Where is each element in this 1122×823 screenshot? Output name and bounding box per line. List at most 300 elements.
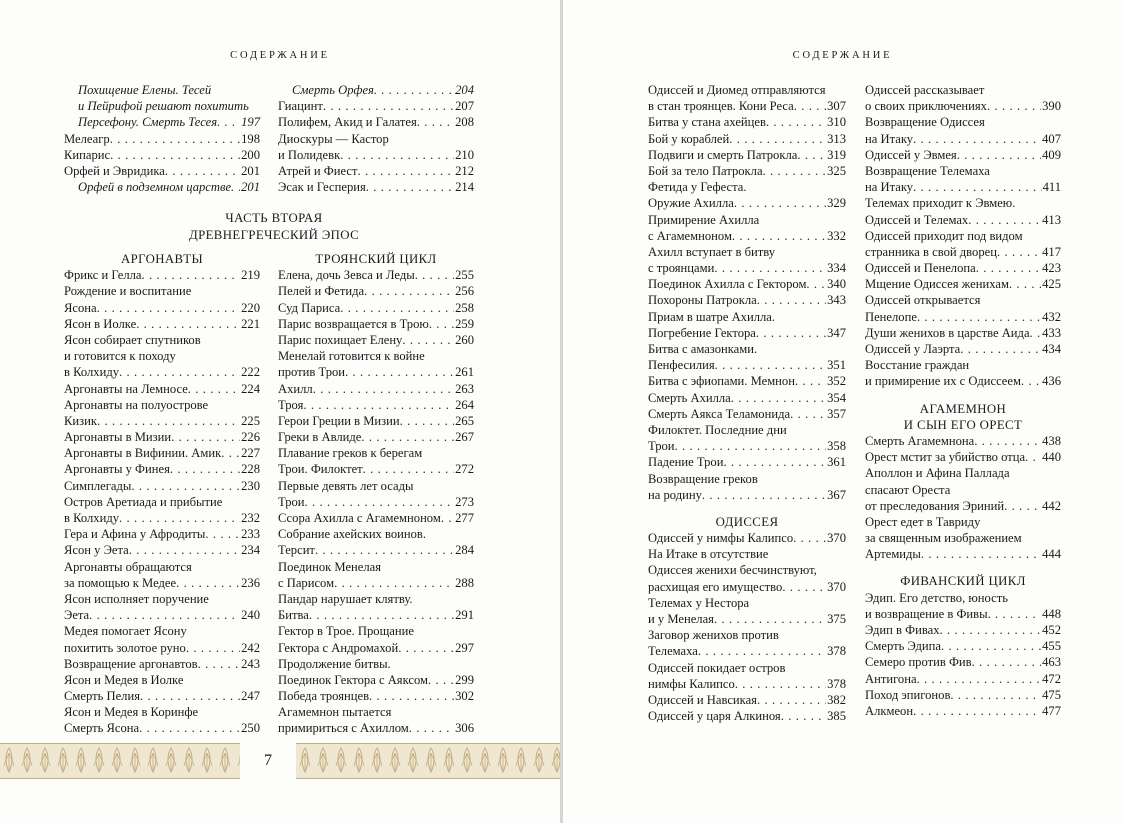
toc-entry[interactable] — [278, 332, 474, 348]
toc-entry-page: 240 — [241, 608, 260, 623]
toc-entry[interactable] — [648, 660, 846, 676]
toc-entry[interactable] — [865, 98, 1061, 114]
toc-entry-page: 444 — [1042, 547, 1061, 562]
toc-entry[interactable] — [64, 720, 260, 736]
toc-entry[interactable] — [865, 622, 1061, 638]
toc-entry-page: 201 — [241, 180, 260, 195]
toc-entry[interactable] — [865, 276, 1061, 292]
toc-entry[interactable] — [648, 114, 846, 130]
section-heading — [865, 401, 1061, 417]
dot-leader — [732, 228, 826, 244]
toc-entry[interactable] — [64, 131, 260, 147]
dot-leader — [941, 638, 1041, 654]
section-heading-text: АГАМЕМНОН — [919, 401, 1007, 416]
toc-entry[interactable] — [865, 341, 1061, 357]
toc-entry-page: 351 — [827, 358, 846, 373]
toc-entry-page: 329 — [827, 196, 846, 211]
toc-entry-page: 272 — [455, 462, 474, 477]
toc-entry-page: 267 — [455, 430, 474, 445]
toc-entry-page: 343 — [827, 293, 846, 308]
toc-entry-page: 230 — [241, 478, 260, 493]
toc-entry-title: Орфей и Эвридика — [64, 163, 165, 178]
toc-entry[interactable] — [648, 692, 846, 708]
toc-entry-page: 413 — [1042, 212, 1061, 227]
toc-entry-title: Орест едет в Тавриду — [865, 514, 981, 529]
dot-leader — [940, 622, 1042, 638]
toc-entry-title: Филоктет. Последние дни — [648, 422, 787, 437]
toc-entry-title: Поход эпигонов — [865, 687, 951, 702]
toc-entry[interactable] — [278, 114, 474, 130]
toc-entry[interactable] — [648, 627, 846, 643]
toc-entry[interactable] — [648, 147, 846, 163]
toc-entry-title: Приам в шатре Ахилла. — [648, 309, 776, 324]
toc-entry[interactable] — [648, 454, 846, 470]
toc-column — [648, 82, 846, 724]
toc-entry[interactable] — [278, 542, 474, 558]
toc-entry-title: Парис похищает Елену — [278, 332, 403, 347]
dot-leader — [374, 82, 454, 98]
toc-entry[interactable] — [865, 373, 1061, 389]
toc-entry-title: Битва у стана ахейцев — [648, 115, 766, 130]
toc-entry[interactable] — [278, 397, 474, 413]
toc-entry[interactable] — [64, 656, 260, 672]
toc-entry[interactable] — [278, 640, 474, 656]
toc-entry[interactable] — [64, 591, 260, 607]
toc-entry-page: 442 — [1042, 498, 1061, 513]
toc-entry[interactable] — [64, 316, 260, 332]
toc-entry[interactable] — [278, 461, 474, 477]
toc-entry[interactable] — [278, 413, 474, 429]
toc-entry[interactable] — [278, 163, 474, 179]
toc-entry[interactable] — [64, 494, 260, 510]
toc-entry[interactable] — [648, 228, 846, 244]
toc-entry-title: Гектор в Трое. Прощание — [278, 624, 414, 639]
toc-entry-title: Терсит — [278, 543, 315, 558]
dot-leader — [323, 98, 454, 114]
toc-entry-page: 224 — [241, 381, 260, 396]
toc-entry-title: Одиссей у царя Алкиноя — [648, 709, 781, 724]
toc-entry[interactable] — [865, 292, 1061, 308]
toc-column — [64, 82, 260, 195]
toc-entry[interactable] — [64, 179, 260, 195]
toc-entry-page: 340 — [827, 277, 846, 292]
toc-column — [278, 82, 474, 195]
toc-entry-title: Падение Трои — [648, 455, 724, 470]
toc-entry-page: 352 — [827, 374, 846, 389]
toc-entry[interactable] — [64, 526, 260, 542]
toc-entry[interactable] — [648, 373, 846, 389]
toc-entry-page: 243 — [241, 656, 260, 671]
toc-entry[interactable] — [648, 244, 846, 260]
right-page — [563, 0, 1122, 823]
toc-entry[interactable] — [865, 703, 1061, 719]
toc-entry[interactable] — [865, 514, 1061, 530]
toc-entry-page: 288 — [455, 575, 474, 590]
toc-entry[interactable] — [278, 478, 474, 494]
toc-entry[interactable] — [278, 510, 474, 526]
toc-entry-title: и готовится к походу — [64, 349, 176, 364]
toc-entry[interactable] — [64, 114, 260, 130]
toc-entry[interactable] — [865, 114, 1061, 130]
dot-leader — [763, 163, 827, 179]
toc-entry-page: 452 — [1042, 623, 1061, 637]
toc-entry-page: 225 — [241, 413, 260, 428]
toc-entry-title: и возвращение в Фивы — [865, 606, 988, 621]
toc-entry[interactable] — [865, 671, 1061, 687]
toc-entry-title: за священным изображением — [865, 531, 1022, 546]
toc-entry[interactable] — [865, 638, 1061, 654]
dot-leader — [345, 364, 454, 380]
toc-entry[interactable] — [278, 704, 474, 720]
section-heading — [278, 251, 474, 267]
toc-entry[interactable] — [64, 267, 260, 283]
toc-entry[interactable] — [865, 147, 1061, 163]
toc-entry-page: 201 — [241, 163, 260, 178]
toc-entry-page: 297 — [455, 640, 474, 655]
toc-entry[interactable] — [648, 357, 846, 373]
dot-leader — [723, 454, 826, 470]
toc-entry[interactable] — [865, 309, 1061, 325]
toc-entry-title: Рождение и воспитание — [64, 284, 192, 299]
toc-entry-title: Артемиды — [865, 547, 921, 562]
toc-entry-title: Возвращение греков — [648, 471, 758, 486]
toc-entry-title: Парис возвращается в Трою — [278, 316, 429, 331]
toc-entry-title: Ясона — [64, 300, 97, 315]
section-heading — [865, 417, 1061, 433]
toc-entry[interactable] — [865, 82, 1061, 98]
dot-leader — [675, 438, 827, 454]
toc-entry[interactable] — [64, 640, 260, 656]
toc-entry[interactable] — [648, 98, 846, 114]
toc-entry[interactable] — [865, 260, 1061, 276]
toc-entry[interactable] — [64, 704, 260, 720]
toc-entry[interactable] — [648, 562, 846, 578]
toc-entry[interactable] — [278, 348, 474, 364]
dot-leader — [794, 98, 826, 114]
dot-leader — [797, 147, 826, 163]
toc-entry[interactable] — [64, 429, 260, 445]
toc-entry[interactable] — [865, 195, 1061, 211]
toc-entry-page: 212 — [455, 163, 474, 178]
toc-entry[interactable] — [865, 687, 1061, 703]
toc-entry-page: 411 — [1042, 180, 1061, 195]
toc-entry-page: 221 — [241, 316, 260, 331]
dot-leader — [398, 640, 454, 656]
toc-entry[interactable] — [64, 98, 260, 114]
toc-entry[interactable] — [64, 688, 260, 704]
toc-entry[interactable] — [865, 228, 1061, 244]
toc-entry[interactable] — [648, 212, 846, 228]
dot-leader — [97, 300, 240, 316]
dot-leader — [795, 373, 826, 389]
toc-entry-title: Плавание греков к берегам — [278, 446, 423, 461]
section-heading-text: ФИВАНСКИЙ ЦИКЛ — [900, 574, 1026, 589]
toc-entry-page: 378 — [827, 676, 846, 691]
toc-entry-title: Атрей и Фиест — [278, 163, 358, 178]
toc-entry-title: Пелей и Фетида — [278, 284, 365, 299]
toc-entry[interactable] — [648, 309, 846, 325]
toc-entry-page: 273 — [455, 494, 474, 509]
dot-leader — [1009, 276, 1041, 292]
toc-entry[interactable] — [64, 559, 260, 575]
toc-entry[interactable] — [64, 348, 260, 364]
toc-entry[interactable] — [865, 179, 1061, 195]
toc-entry[interactable] — [64, 364, 260, 380]
toc-entry[interactable] — [865, 449, 1061, 465]
toc-entry[interactable] — [648, 82, 846, 98]
dot-leader — [702, 487, 826, 503]
toc-entry[interactable] — [648, 179, 846, 195]
toc-entry-title: примириться с Ахиллом — [278, 721, 409, 736]
dot-leader — [757, 692, 826, 708]
toc-entry[interactable] — [278, 316, 474, 332]
toc-entry[interactable] — [865, 498, 1061, 514]
toc-entry[interactable] — [64, 461, 260, 477]
dot-leader — [340, 300, 454, 316]
toc-entry-page: 455 — [1042, 639, 1061, 654]
toc-entry[interactable] — [648, 546, 846, 562]
toc-entry[interactable] — [64, 397, 260, 413]
toc-entry[interactable] — [865, 465, 1061, 481]
dot-leader — [303, 397, 454, 413]
toc-entry-page: 233 — [241, 527, 260, 542]
toc-entry-title: от преследования Эриний — [865, 498, 1005, 513]
toc-entry-title: Аргонавты на полуострове — [64, 397, 209, 412]
dot-leader — [366, 179, 454, 195]
dot-leader — [714, 611, 826, 627]
toc-entry[interactable] — [64, 575, 260, 591]
toc-entry-title: Эсак и Гесперия — [278, 180, 366, 195]
toc-entry-title: против Трои — [278, 365, 346, 380]
dot-leader — [305, 494, 455, 510]
toc-entry-page: 256 — [455, 284, 474, 299]
toc-entry-title: Кипарис — [64, 147, 111, 162]
toc-entry[interactable] — [648, 676, 846, 692]
toc-entry[interactable] — [648, 260, 846, 276]
toc-entry[interactable] — [865, 590, 1061, 606]
toc-entry-page: 440 — [1042, 450, 1061, 465]
toc-entry[interactable] — [278, 82, 474, 98]
toc-entry-title: Телемаха — [648, 644, 698, 659]
toc-entry[interactable] — [648, 530, 846, 546]
toc-entry-title: Симплегады — [64, 478, 132, 493]
toc-entry[interactable] — [278, 720, 474, 736]
toc-entry[interactable] — [278, 98, 474, 114]
toc-entry[interactable] — [865, 357, 1061, 373]
toc-entry-title: спасают Ореста — [865, 482, 951, 497]
toc-entry[interactable] — [865, 131, 1061, 147]
toc-entry[interactable] — [64, 607, 260, 623]
toc-entry[interactable] — [648, 325, 846, 341]
toc-entry[interactable] — [648, 292, 846, 308]
toc-entry-title: Ссора Ахилла с Агамемноном — [278, 511, 441, 525]
toc-entry-title: Возвращение Одиссея — [865, 115, 985, 130]
toc-entry-page: 463 — [1042, 655, 1061, 670]
dot-leader — [729, 131, 826, 147]
toc-entry[interactable] — [64, 478, 260, 494]
toc-entry[interactable] — [278, 381, 474, 397]
toc-entry[interactable] — [278, 607, 474, 623]
toc-entry[interactable] — [648, 438, 846, 454]
toc-entry[interactable] — [648, 406, 846, 422]
toc-entry[interactable] — [865, 654, 1061, 670]
toc-entry-title: Суд Париса — [278, 300, 341, 315]
toc-entry-page: 222 — [241, 365, 260, 380]
toc-entry[interactable] — [64, 413, 260, 429]
dot-leader — [950, 687, 1041, 703]
toc-entry-page: 226 — [241, 430, 260, 445]
toc-entry-page: 260 — [455, 332, 474, 347]
toc-entry[interactable] — [64, 623, 260, 639]
toc-entry-page: 197 — [241, 115, 260, 130]
toc-entry[interactable] — [64, 147, 260, 163]
toc-entry[interactable] — [278, 283, 474, 299]
toc-entry[interactable] — [64, 542, 260, 558]
toc-entry-title: Ясон в Иолке — [64, 316, 137, 331]
toc-entry-title: Собрание ахейских воинов. — [278, 527, 427, 542]
toc-entry[interactable] — [278, 623, 474, 639]
toc-entry-title: Медея помогает Ясону — [64, 624, 187, 639]
toc-entry[interactable] — [64, 332, 260, 348]
dot-leader — [313, 381, 454, 397]
toc-entry[interactable] — [648, 163, 846, 179]
toc-entry[interactable] — [648, 471, 846, 487]
toc-entry[interactable] — [64, 510, 260, 526]
page-number: 7 — [264, 752, 272, 769]
toc-entry[interactable] — [648, 422, 846, 438]
toc-entry-title: Смерть Орфея — [292, 83, 374, 97]
toc-entry[interactable] — [278, 267, 474, 283]
toc-entry[interactable] — [278, 559, 474, 575]
dot-leader — [806, 276, 826, 292]
toc-entry[interactable] — [64, 283, 260, 299]
toc-column — [64, 251, 260, 737]
toc-entry[interactable] — [865, 244, 1061, 260]
dot-leader — [441, 510, 454, 526]
toc-entry[interactable] — [64, 300, 260, 316]
toc-entry-title: Орфей в подземном царстве — [78, 180, 232, 195]
toc-entry[interactable] — [64, 163, 260, 179]
toc-entry-page: 207 — [455, 99, 474, 114]
toc-entry-title: Смерть Эдипа — [865, 639, 941, 654]
toc-entry[interactable] — [865, 606, 1061, 622]
toc-entry[interactable] — [648, 276, 846, 292]
section-gap — [865, 390, 1061, 401]
toc-entry[interactable] — [865, 482, 1061, 498]
toc-entry-title: Одиссея женихи бесчинствуют, — [648, 563, 817, 578]
toc-entry[interactable] — [64, 82, 260, 98]
toc-entry[interactable] — [278, 300, 474, 316]
toc-entry[interactable] — [278, 147, 474, 163]
toc-entry-title: Оружие Ахилла — [648, 196, 734, 211]
toc-entry-title: Смерть Ясона — [64, 721, 140, 736]
toc-entry[interactable] — [278, 656, 474, 672]
toc-entry-page: 367 — [827, 487, 846, 502]
toc-entry[interactable] — [64, 381, 260, 397]
toc-entry[interactable] — [278, 672, 474, 688]
toc-entry-title: Орест мстит за убийство отца — [865, 450, 1026, 465]
toc-entry-title: Поединок Менелая — [278, 559, 382, 574]
toc-entry[interactable] — [648, 611, 846, 627]
toc-entry[interactable] — [648, 708, 846, 724]
dot-leader — [142, 267, 241, 283]
dot-leader — [186, 640, 240, 656]
toc-entry[interactable] — [865, 325, 1061, 341]
dot-leader — [415, 267, 454, 283]
dot-leader — [1030, 325, 1042, 341]
toc-entry[interactable] — [278, 526, 474, 542]
toc-entry-title: Пенфесилия — [648, 358, 715, 373]
toc-entry[interactable] — [648, 390, 846, 406]
toc-entry-title: Одиссей у нимфы Калипсо — [648, 531, 794, 546]
section-heading-text: ТРОЯНСКИЙ ЦИКЛ — [315, 252, 437, 266]
dot-leader — [988, 606, 1042, 622]
toc-entry-title: Ясон собирает спутников — [64, 332, 201, 347]
toc-entry-page: 236 — [241, 575, 260, 590]
dot-leader — [756, 325, 826, 341]
toc-entry[interactable] — [648, 595, 846, 611]
section-heading — [648, 514, 846, 530]
toc-entry[interactable] — [278, 688, 474, 704]
toc-entry-title: Ясон исполняет поручение — [64, 591, 209, 606]
dot-leader — [110, 131, 240, 147]
toc-entry-page: 325 — [827, 163, 846, 178]
toc-entry[interactable] — [648, 487, 846, 503]
dot-leader — [987, 98, 1041, 114]
toc-entry[interactable] — [648, 195, 846, 211]
toc-entry[interactable] — [865, 163, 1061, 179]
toc-entry-page: 247 — [241, 689, 260, 704]
toc-entry-title: Троя — [278, 397, 304, 412]
toc-entry[interactable] — [278, 575, 474, 591]
toc-entry[interactable] — [648, 643, 846, 659]
toc-entry[interactable] — [865, 212, 1061, 228]
section-heading — [865, 573, 1061, 589]
toc-entry[interactable] — [278, 364, 474, 380]
toc-entry-page: 357 — [827, 406, 846, 421]
toc-entry-title: Одиссей и Пенелопа — [865, 261, 976, 276]
toc-entry[interactable] — [64, 672, 260, 688]
toc-entry-title: Поединок Ахилла с Гектором — [648, 277, 807, 292]
dot-leader — [790, 406, 826, 422]
toc-entry-title: Телемах у Нестора — [648, 595, 750, 610]
toc-entry-title: расхищая его имущество — [648, 579, 783, 594]
toc-entry[interactable] — [278, 494, 474, 510]
toc-entry-title: Битва с эфиопами. Мемнон — [648, 374, 795, 389]
toc-entry[interactable] — [64, 445, 260, 461]
toc-entry[interactable] — [865, 530, 1061, 546]
toc-entry[interactable] — [278, 429, 474, 445]
toc-entry-title: Пенелопе — [865, 309, 917, 324]
toc-entry[interactable] — [648, 341, 846, 357]
dot-leader — [972, 654, 1042, 670]
toc-entry-page: 334 — [827, 261, 846, 276]
toc-entry[interactable] — [865, 546, 1061, 562]
toc-entry[interactable] — [278, 445, 474, 461]
toc-entry-title: Кизик — [64, 413, 97, 428]
toc-entry[interactable] — [278, 131, 474, 147]
toc-entry-page: 228 — [241, 462, 260, 477]
toc-entry[interactable] — [278, 591, 474, 607]
toc-entry[interactable] — [648, 579, 846, 595]
dot-leader — [917, 671, 1042, 687]
toc-entry[interactable] — [648, 131, 846, 147]
toc-entry-page: 448 — [1042, 606, 1061, 621]
toc-entry[interactable] — [278, 179, 474, 195]
toc-entry-title: Антигона — [865, 671, 917, 686]
toc-entry-title: с троянцами — [648, 261, 715, 276]
toc-entry[interactable] — [865, 433, 1061, 449]
